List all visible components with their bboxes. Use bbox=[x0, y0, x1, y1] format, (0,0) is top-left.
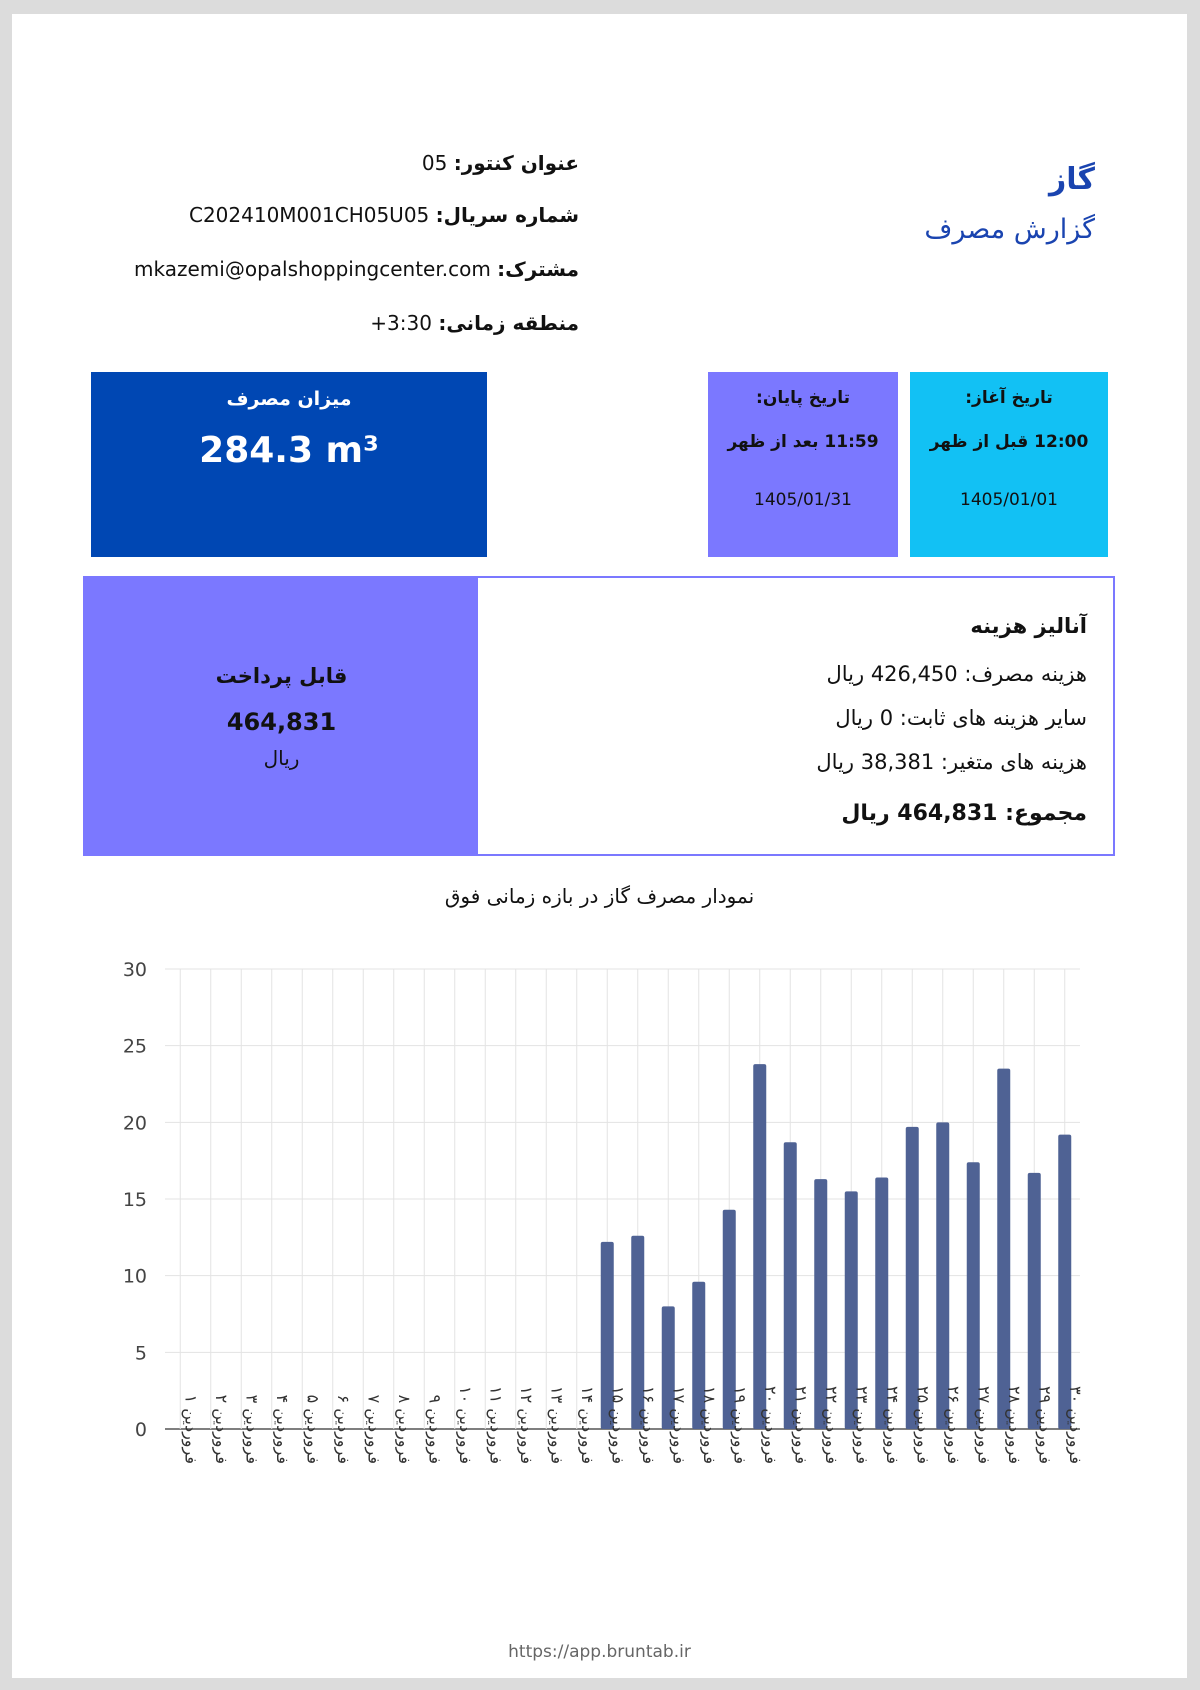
consumption-cost: هزینه مصرف: 426,450 ریال bbox=[826, 662, 1087, 686]
fixed-cost: سایر هزینه های ثابت: 0 ریال bbox=[835, 706, 1087, 730]
x-tick-label: فروردین ۲۱ bbox=[791, 1386, 811, 1464]
payable-label: قابل پرداخت bbox=[215, 664, 348, 688]
chart-title: نمودار مصرف گاز در بازه زمانی فوق bbox=[444, 884, 755, 908]
bar bbox=[936, 1122, 949, 1429]
subscriber-value: mkazemi@opalshoppingcenter.com bbox=[134, 257, 491, 281]
serial-number-value: C202410M001CH05U05 bbox=[188, 203, 430, 227]
report-subtitle: گزارش مصرف bbox=[924, 214, 1095, 245]
x-tick-label: فروردین ۲۴ bbox=[882, 1386, 902, 1464]
x-tick-label: فروردین ۲۷ bbox=[974, 1386, 994, 1464]
x-tick-label: فروردین ۳۰ bbox=[1065, 1386, 1085, 1464]
payable-currency: ریال bbox=[263, 746, 300, 770]
x-tick-label: فروردین ۱۶ bbox=[638, 1386, 658, 1464]
serial-number-label: شماره سریال: bbox=[435, 203, 579, 227]
bar bbox=[1058, 1135, 1071, 1429]
y-tick-label: 15 bbox=[122, 1189, 147, 1211]
cost-analysis-title: آنالیز هزینه bbox=[970, 614, 1087, 638]
end-date-label: تاریخ پایان: bbox=[756, 388, 850, 408]
x-tick-label: فروردین ۱۷ bbox=[669, 1386, 689, 1464]
end-date: 1405/01/31 bbox=[754, 490, 852, 510]
y-tick-label: 30 bbox=[122, 959, 147, 981]
x-tick-label: فروردین ۱۳ bbox=[547, 1386, 567, 1464]
x-tick-label: فروردین ۹ bbox=[425, 1394, 445, 1464]
meter-name-value: 05 bbox=[421, 151, 448, 175]
x-tick-label: فروردین ۳ bbox=[242, 1394, 262, 1464]
footer-url[interactable]: https://app.bruntab.ir bbox=[508, 1642, 691, 1662]
start-date-label: تاریخ آغاز: bbox=[965, 388, 1053, 408]
bar bbox=[997, 1069, 1010, 1429]
y-tick-label: 5 bbox=[134, 1342, 147, 1365]
y-tick-label: 10 bbox=[122, 1265, 147, 1288]
x-tick-label: فروردین ۱۲ bbox=[516, 1386, 536, 1464]
y-tick-label: 0 bbox=[134, 1419, 147, 1441]
x-tick-label: فروردین ۶ bbox=[333, 1394, 353, 1464]
variable-cost: هزینه های متغیر: 38,381 ریال bbox=[816, 750, 1087, 774]
payable-amount: 464,831 bbox=[226, 708, 337, 736]
x-tick-label: فروردین ۲۲ bbox=[821, 1386, 841, 1464]
subscriber-label: مشترک: bbox=[497, 257, 579, 281]
start-time: 12:00 قبل از ظهر bbox=[929, 432, 1089, 452]
bar bbox=[906, 1127, 919, 1429]
x-tick-label: فروردین ۱ bbox=[181, 1394, 201, 1464]
x-tick-label: فروردین ۵ bbox=[303, 1394, 323, 1464]
x-tick-label: فروردین ۱۸ bbox=[699, 1386, 719, 1464]
utility-title: گاز bbox=[1049, 162, 1095, 197]
chart-y-ticks bbox=[123, 959, 147, 1441]
x-tick-label: فروردین ۲ bbox=[211, 1394, 231, 1464]
bar bbox=[753, 1064, 766, 1429]
x-tick-label: فروردین ۸ bbox=[394, 1394, 414, 1464]
x-tick-label: فروردین ۲۳ bbox=[852, 1386, 872, 1464]
x-tick-label: فروردین ۲۶ bbox=[943, 1386, 963, 1464]
x-tick-label: فروردین ۱۹ bbox=[730, 1386, 750, 1464]
meter-name-label: عنوان کنتور: bbox=[453, 151, 579, 175]
x-tick-label: فروردین ۱۵ bbox=[608, 1386, 628, 1464]
start-date: 1405/01/01 bbox=[960, 490, 1058, 510]
x-tick-label: فروردین ۴ bbox=[272, 1394, 292, 1464]
x-tick-label: فروردین ۱۴ bbox=[577, 1386, 597, 1464]
x-tick-label: فروردین ۲۵ bbox=[913, 1386, 933, 1464]
x-tick-label: فروردین ۲۰ bbox=[760, 1386, 780, 1464]
report-page bbox=[12, 14, 1187, 1678]
end-time: 11:59 بعد از ظهر bbox=[727, 432, 879, 452]
y-tick-label: 25 bbox=[122, 1035, 147, 1058]
x-tick-label: فروردین ۱۰ bbox=[455, 1386, 475, 1464]
usage-label: میزان مصرف bbox=[226, 388, 352, 410]
x-tick-label: فروردین ۷ bbox=[364, 1394, 384, 1464]
x-tick-label: فروردین ۱۱ bbox=[486, 1386, 506, 1464]
x-tick-label: فروردین ۲۸ bbox=[1004, 1386, 1024, 1464]
usage-value: 284.3 m³ bbox=[199, 430, 379, 471]
chart-bars bbox=[601, 1064, 1072, 1429]
cost-total: مجموع: 464,831 ریال bbox=[841, 801, 1087, 826]
consumption-chart bbox=[12, 14, 1187, 1678]
timezone-label: منطقه زمانی: bbox=[438, 311, 579, 335]
x-tick-label: فروردین ۲۹ bbox=[1035, 1386, 1055, 1464]
y-tick-label: 20 bbox=[122, 1112, 147, 1135]
timezone-value: +3:30 bbox=[370, 311, 432, 335]
